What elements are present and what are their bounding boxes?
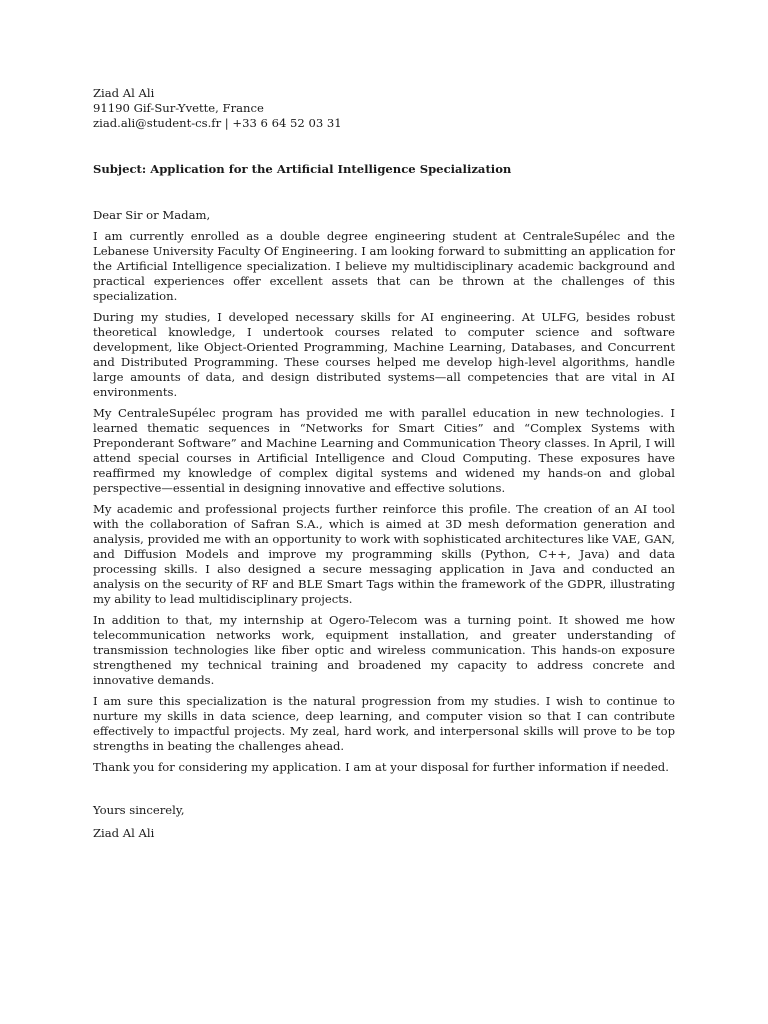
body-paragraph: My CentraleSupélec program has provided me with parallel education in new technologies. I learned thematic sequences in “Networks for Smart Cities” and “Complex Systems with Preponderant Software” and Machine Learning and Communication Theory classes. In April, I will attend special courses in Artificial Intelligence and Cloud Computing. These exposures have reaffirmed my knowledge of complex digital systems and widened my hands-on and global perspective—essential in designing innovative and effective solutions. [93,406,675,495]
body-paragraph: I am currently enrolled as a double degree engineering student at CentraleSupélec and the Lebanese University Faculty Of Engineering. I am looking forward to submitting an application for the Artificial Intelligence specialization. I believe my multidisciplinary academic background and practical experiences offer excellent assets that can be thrown at the challenges of this specialization. [93,229,675,303]
salutation: Dear Sir or Madam, [93,208,211,222]
body-paragraph: During my studies, I developed necessary skills for AI engineering. At ULFG, besides robust theoretical knowledge, I undertook courses related to computer science and software development, like Object-Oriented Programming, Machine Learning, Databases, and Concurrent and Distributed Programming. These courses helped me develop high-level algorithms, handle large amounts of data, and design distributed systems—all competencies that are vital in AI environments. [93,310,675,399]
sender-contact: ziad.ali@student-cs.fr | +33 6 64 52 03 31 [93,116,342,130]
body-paragraph: Thank you for considering my application. I am at your disposal for further information if needed. [93,760,669,774]
signature: Ziad Al Ali [93,826,155,840]
sender-block [93,86,675,131]
body-paragraph: I am sure this specialization is the natural progression from my studies. I wish to continue to nurture my skills in data science, deep learning, and computer vision so that I can contribute effectively to impactful projects. My zeal, hard work, and interpersonal skills will prove to be top strengths in beating the challenges ahead. [93,694,675,753]
sender-name: Ziad Al Ali [93,86,155,100]
letter-page [93,86,675,841]
subject-line: Subject: Application for the Artificial Intelligence Specialization [93,162,512,176]
body-paragraph: My academic and professional projects further reinforce this profile. The creation of an AI tool with the collaboration of Safran S.A., which is aimed at 3D mesh deformation generation and analysis, provided me with an opportunity to work with sophisticated architectures like VAE, GAN, and Diffusion Models and improve my programming skills (Python, C++, Java) and data processing skills. I also designed a secure messaging application in Java and conducted an analysis on the security of RF and BLE Smart Tags within the framework of the GDPR, illustrating my ability to lead multidisciplinary projects. [93,502,675,606]
closing: Yours sincerely, [93,803,185,817]
body-paragraph: In addition to that, my internship at Ogero-Telecom was a turning point. It showed me how telecommunication networks work, equipment installation, and greater understanding of transmission technologies like fiber optic and wireless communication. This hands-on exposure strengthened my technical training and broadened my capacity to address concrete and innovative demands. [93,613,675,687]
sender-address: 91190 Gif-Sur-Yvette, France [93,101,264,115]
